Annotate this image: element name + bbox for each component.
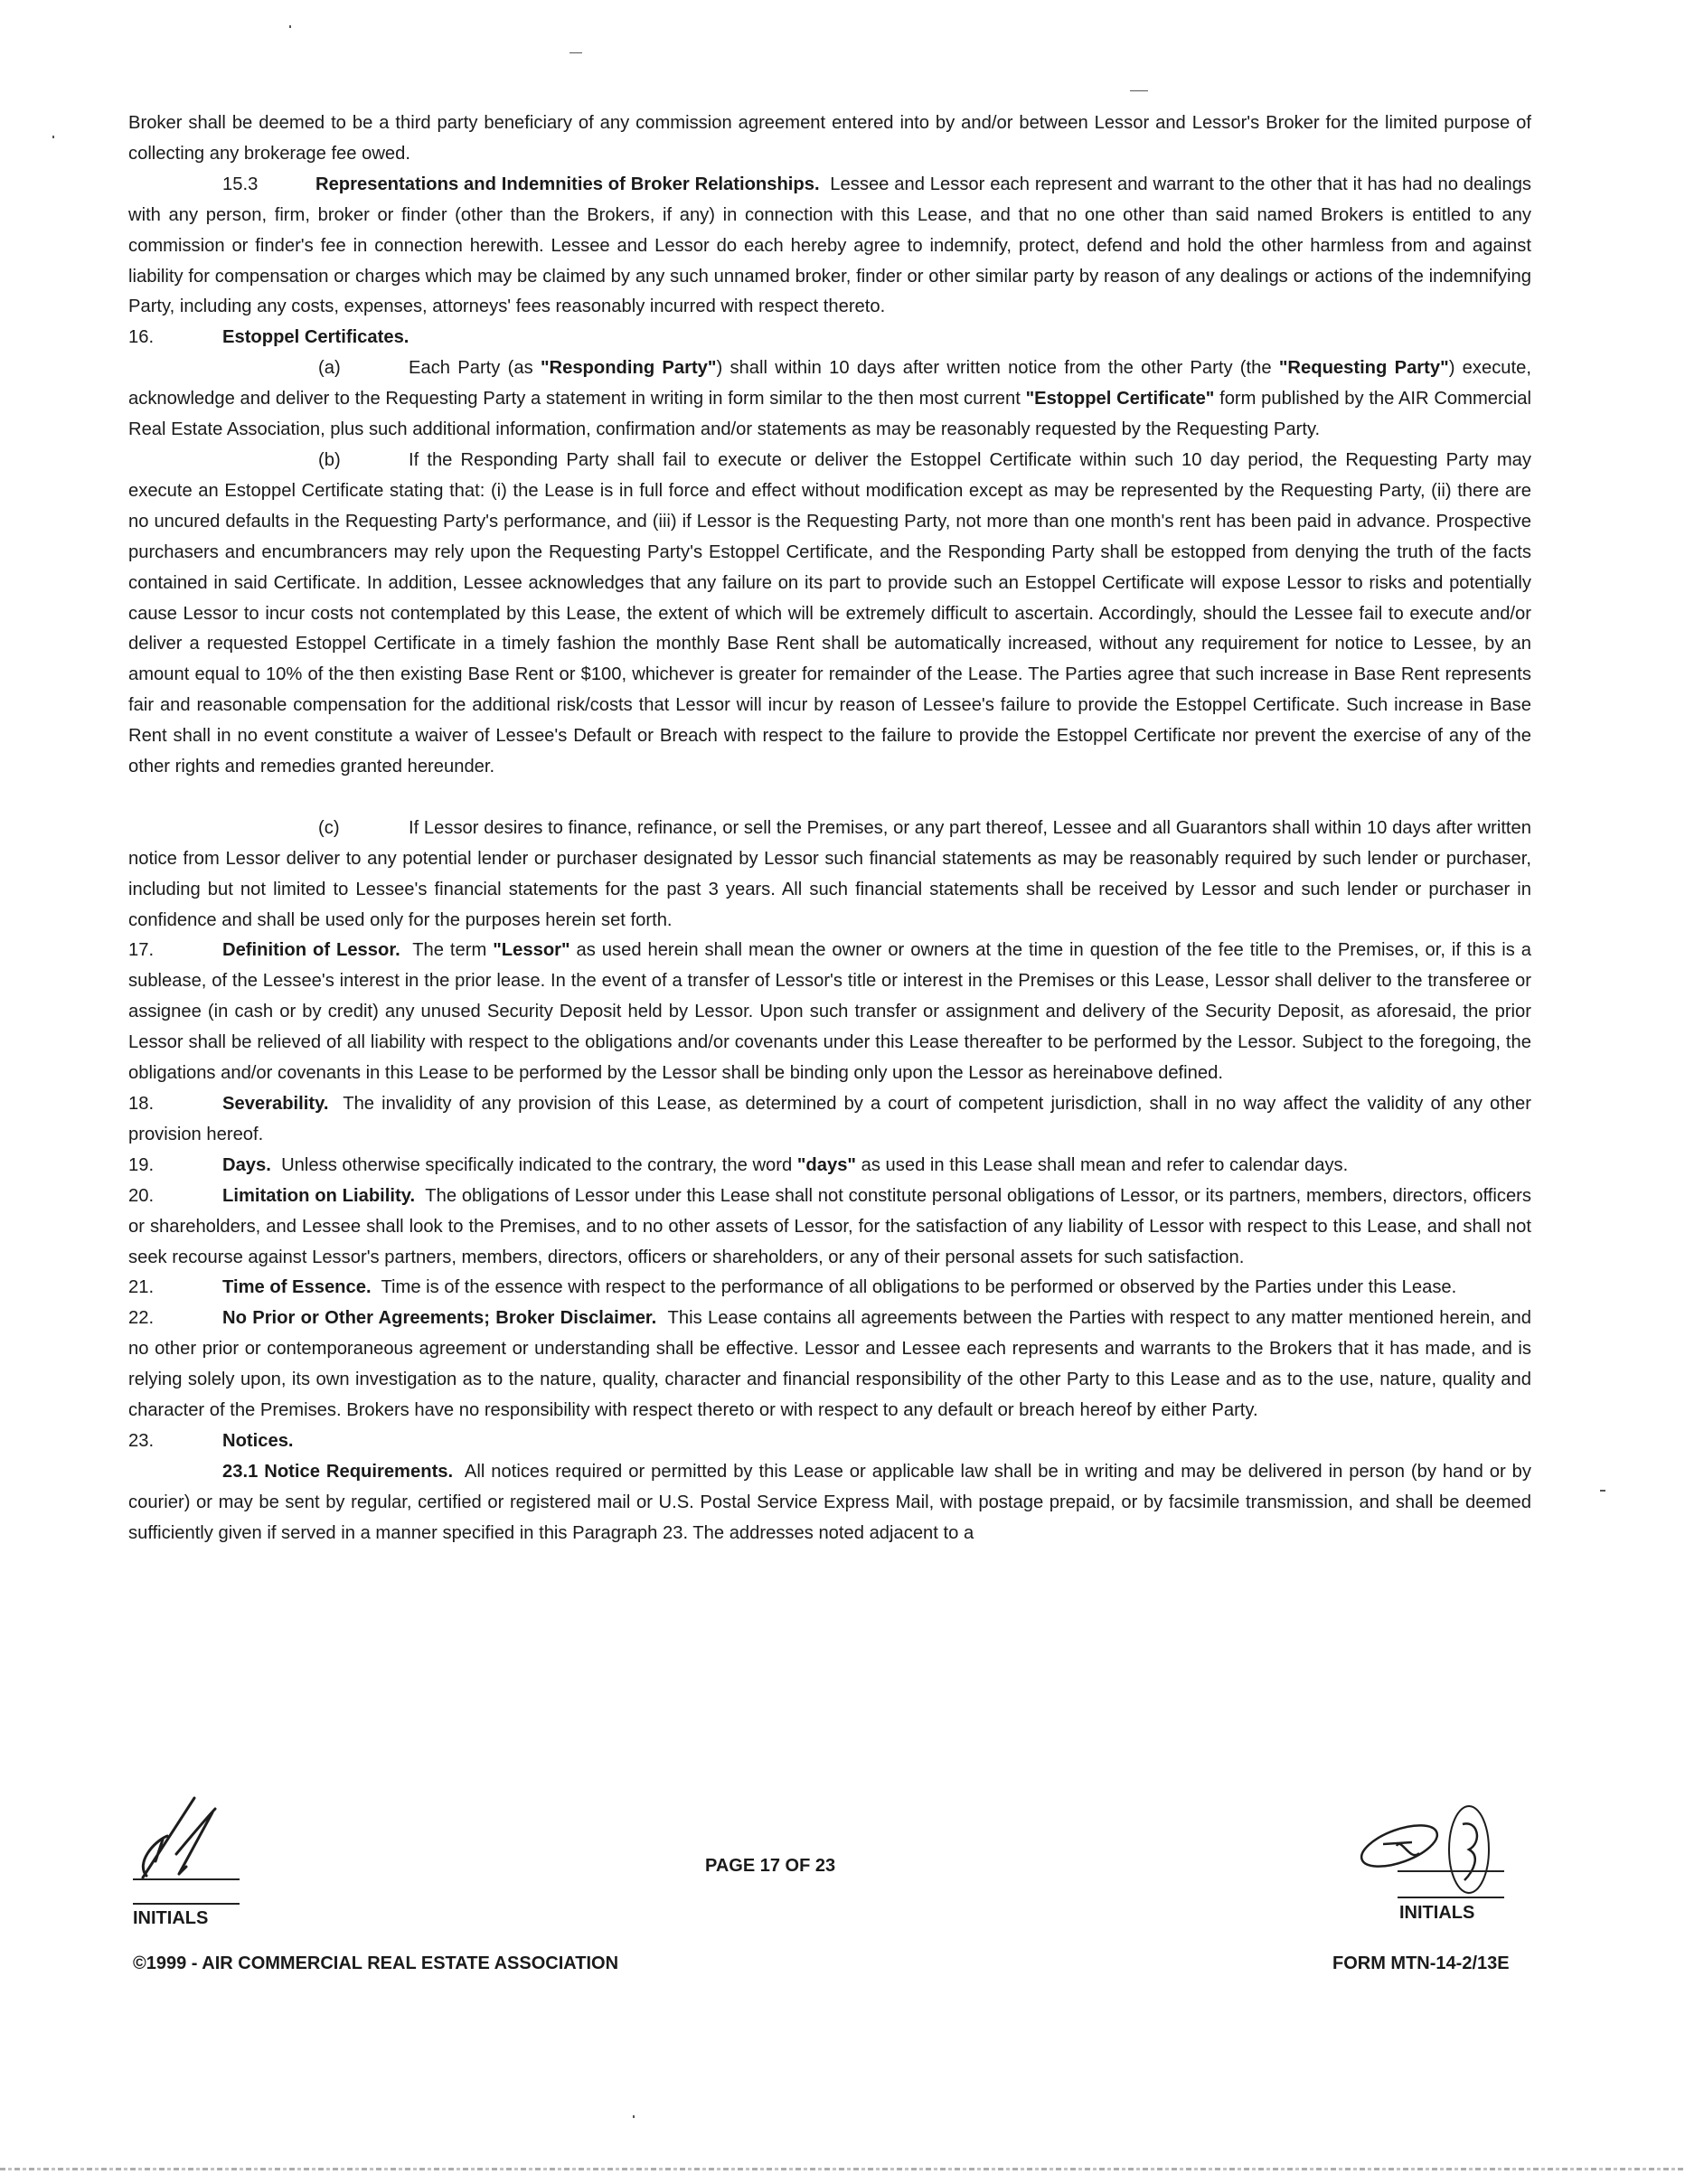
paragraph-17	[128, 936, 1531, 1089]
section-number: 21.	[128, 1277, 155, 1298]
section-number: 23.1	[222, 1461, 259, 1482]
text-run: ) execute, acknowledge and deliver to the Requesting Party a statement in writing in form similar to the then most current	[128, 358, 1531, 410]
section-text: This Lease contains all agreements between the Parties with respect to any matter mentioned herein, and no other prior or contemporaneous agreement or understanding shall be effective. Lessor and Lessee each represents and warrants to the Brokers that it has made, and is relying solely upon, its own investigation as to the nature, quality, character and financial responsibility of the other Party to this Lease and as to the use, nature, quality and character of the Premises. Brokers have no responsibility with respect thereto or with respect to any default or breach hereof by either Party.	[128, 1308, 1531, 1421]
scan-speck	[633, 2115, 635, 2118]
paragraph-16a	[128, 353, 1531, 446]
section-number: 17.	[128, 940, 155, 961]
paragraph-16	[128, 323, 1531, 353]
paragraph-18	[128, 1089, 1531, 1151]
scan-speck	[52, 136, 54, 138]
blank-line	[128, 783, 1531, 814]
scan-speck	[1600, 1490, 1605, 1492]
initials-label-right: INITIALS	[1399, 1903, 1475, 1923]
section-heading: No Prior or Other Agreements; Broker Disclaimer.	[222, 1308, 657, 1329]
subsection-label: (a)	[318, 358, 341, 379]
section-heading: Severability.	[222, 1093, 329, 1114]
section-heading: Representations and Indemnities of Broker Relationships.	[315, 174, 820, 194]
text-run: as used herein shall mean the owner or owners at the time in question of the fee title to the Premises, or, if this is a sublease, of the Lessee's interest in the prior lease. In the event of a transfer of Lessor's title or interest in the Premises or this Lease, Lessor shall deliver to the transferee or assignee (in cash or by credit) any unused Security Deposit held by Lessor. Upon such transfer or assignment and delivery of the Security Deposit, as aforesaid, the prior Lessor shall be relieved of all liability with respect to the obligations and/or covenants under this Lease thereafter to be performed by the Lessor. Subject to the foregoing, the obligations and/or covenants in this Lease to be performed by the Lessor shall be binding only upon the Lessor as hereinabove defined.	[128, 940, 1531, 1084]
section-number: 23.	[128, 1430, 155, 1451]
section-heading: Estoppel Certificates.	[222, 327, 409, 348]
paragraph-15-3	[128, 170, 1531, 324]
scan-bottom-edge	[0, 2168, 1685, 2170]
paragraph-22	[128, 1304, 1531, 1426]
section-heading: Limitation on Liability.	[222, 1185, 416, 1206]
section-number: 18.	[128, 1093, 155, 1114]
text-run: form published by the AIR Commercial Real Estate Association, plus such additional information, confirmation and/or statements as may be reasonably requested by the Requesting Party.	[128, 389, 1532, 440]
section-heading: Time of Essence.	[222, 1277, 372, 1298]
paragraph-15-2-continued: Broker shall be deemed to be a third party beneficiary of any commission agreement entered into by and/or between Lessor and Lessor's Broker for the limited purpose of collecting any brokerage fee owed.	[128, 113, 1531, 164]
right-initials-signature	[1356, 1806, 1537, 1897]
section-text: The obligations of Lessor under this Lease shall not constitute personal obligations of Lessor, or its partners, members, directors, officers or shareholders, and Lessee shall look to the Premises, and to no other assets of Lessor, for the satisfaction of any liability of Lessor with respect to this Lease, and shall not seek recourse against Lessor's partners, members, directors, officers or shareholders, or any of their personal assets for such satisfaction.	[128, 1185, 1531, 1267]
subsection-text: If Lessor desires to finance, refinance, or sell the Premises, or any part thereof, Lessee and all Guarantors shall within 10 days after written notice from Lessor deliver to any potential lender or purchaser designated by Lessor such financial statements as may be reasonably required by such lender or purchaser, including but not limited to Lessee's financial statements for the past 3 years. All such financial statements shall be received by Lessor and such lender or purchaser in confidence and shall be used only for the purposes herein set forth.	[128, 817, 1531, 930]
copyright-notice: ©1999 - AIR COMMERCIAL REAL ESTATE ASSOCIATION	[133, 1953, 619, 1973]
section-number: 22.	[128, 1308, 155, 1329]
paragraph-20	[128, 1181, 1531, 1274]
section-text: All notices required or permitted by this Lease or applicable law shall be in writing and may be delivered in person (by hand or by courier) or may be sent by regular, certified or registered mail or U.S. Postal Service Express Mail, with postage prepaid, or by facsimile transmission, and shall be deemed sufficiently given if served in a manner specified in this Paragraph 23. The addresses noted adjacent to a	[128, 1461, 1531, 1543]
subsection-label: (b)	[318, 449, 341, 470]
paragraph-16b	[128, 446, 1531, 783]
paragraph-16c	[128, 814, 1531, 937]
paragraph-19	[128, 1151, 1531, 1181]
section-heading: Notice Requirements.	[264, 1461, 454, 1482]
text-run: The term	[412, 940, 494, 961]
text-run: ) shall within 10 days after written notice from the other Party (the	[716, 358, 1279, 379]
subsection-text: If the Responding Party shall fail to execute or deliver the Estoppel Certificate within such 10 day period, the Requesting Party may execute an Estoppel Certificate stating that: (i) the Lease is in full force and effect without modification except as may be represented by the Requesting Party, (ii) there are no uncured defaults in the Requesting Party's performance, and (iii) if Lessor is the Requesting Party, not more than one month's rent has been paid in advance. Prospective purchasers and encumbrancers may rely upon the Requesting Party's Estoppel Certificate, and the Responding Party shall be estopped from denying the truth of the facts contained in said Certificate. In addition, Lessee acknowledges that any failure on its part to provide such an Estoppel Certificate will expose Lessor to risks and potentially cause Lessor to incur costs not contemplated by this Lease, the extent of which will be extremely difficult to ascertain. Accordingly, should the Lessee fail to execute and/or deliver a requested Estoppel Certificate in a timely fashion the monthly Base Rent shall be automatically increased, without any requirement for notice to Lessee, by an amount equal to 10% of the then existing Base Rent or $100, whichever is greater for remainder of the Lease. The Parties agree that such increase in Base Rent represents fair and reasonable compensation for the additional risk/costs that Lessor will incur by reason of Lessee's failure to provide the Estoppel Certificate. Such increase in Base Rent shall in no event constitute a waiver of Lessee's Default or Breach with respect to the failure to provide the Estoppel Certificate nor prevent the exercise of any of the other rights and remedies granted hereunder.	[128, 449, 1531, 777]
section-heading: Definition of Lessor.	[222, 940, 400, 961]
section-number: 16.	[128, 327, 155, 348]
paragraph-21	[128, 1273, 1531, 1304]
defined-term: "Estoppel Certificate"	[1025, 389, 1215, 410]
section-number: 20.	[128, 1185, 155, 1206]
left-initials-line-lower	[133, 1903, 240, 1905]
scan-speck	[570, 52, 582, 53]
page-number: PAGE 17 OF 23	[705, 1856, 836, 1876]
defined-term: "Responding Party"	[540, 358, 717, 379]
paragraph-23-1	[128, 1457, 1531, 1549]
right-initials-line-lower	[1398, 1897, 1504, 1898]
section-text: The invalidity of any provision of this Lease, as determined by a court of competent jurisdiction, shall in no way affect the validity of any other provision hereof.	[128, 1093, 1531, 1144]
left-initials-line-upper	[133, 1878, 240, 1880]
defined-term: "Requesting Party"	[1278, 358, 1449, 379]
text-run: Unless otherwise specifically indicated to the contrary, the word	[281, 1154, 797, 1175]
defined-term: "days"	[796, 1154, 856, 1175]
defined-term: "Lessor"	[493, 940, 570, 961]
section-number: 19.	[128, 1154, 155, 1175]
text-run: as used in this Lease shall mean and refer to calendar days.	[856, 1154, 1349, 1175]
section-heading: Days.	[222, 1154, 271, 1175]
document-body	[128, 108, 1531, 1549]
subsection-label: (c)	[318, 817, 340, 838]
right-initials-line-upper	[1398, 1870, 1504, 1872]
scan-speck	[289, 25, 291, 28]
section-heading: Notices.	[222, 1430, 294, 1451]
left-initials-signature	[127, 1794, 289, 1885]
section-text: Time is of the essence with respect to the performance of all obligations to be performed or observed by the Parties under this Lease.	[381, 1277, 1457, 1298]
scan-speck	[1130, 90, 1148, 91]
text-run: Each Party (as	[409, 358, 541, 379]
form-number: FORM MTN-14-2/13E	[1332, 1953, 1510, 1973]
initials-label-left: INITIALS	[133, 1908, 209, 1928]
section-text: Lessee and Lessor each represent and warrant to the other that it has had no dealings with any person, firm, broker or finder (other than the Brokers, if any) in connection with this Lease, and that no one other than said named Brokers is entitled to any commission or finder's fee in connection herewith. Lessee and Lessor do each hereby agree to indemnify, protect, defend and hold the other harmless from and against liability for compensation or charges which may be claimed by any such unnamed broker, finder or other similar party by reason of any dealings or actions of the indemnifying Party, including any costs, expenses, attorneys' fees reasonably incurred with respect thereto.	[128, 174, 1532, 317]
section-number: 15.3	[222, 174, 259, 194]
paragraph-23	[128, 1426, 1531, 1457]
